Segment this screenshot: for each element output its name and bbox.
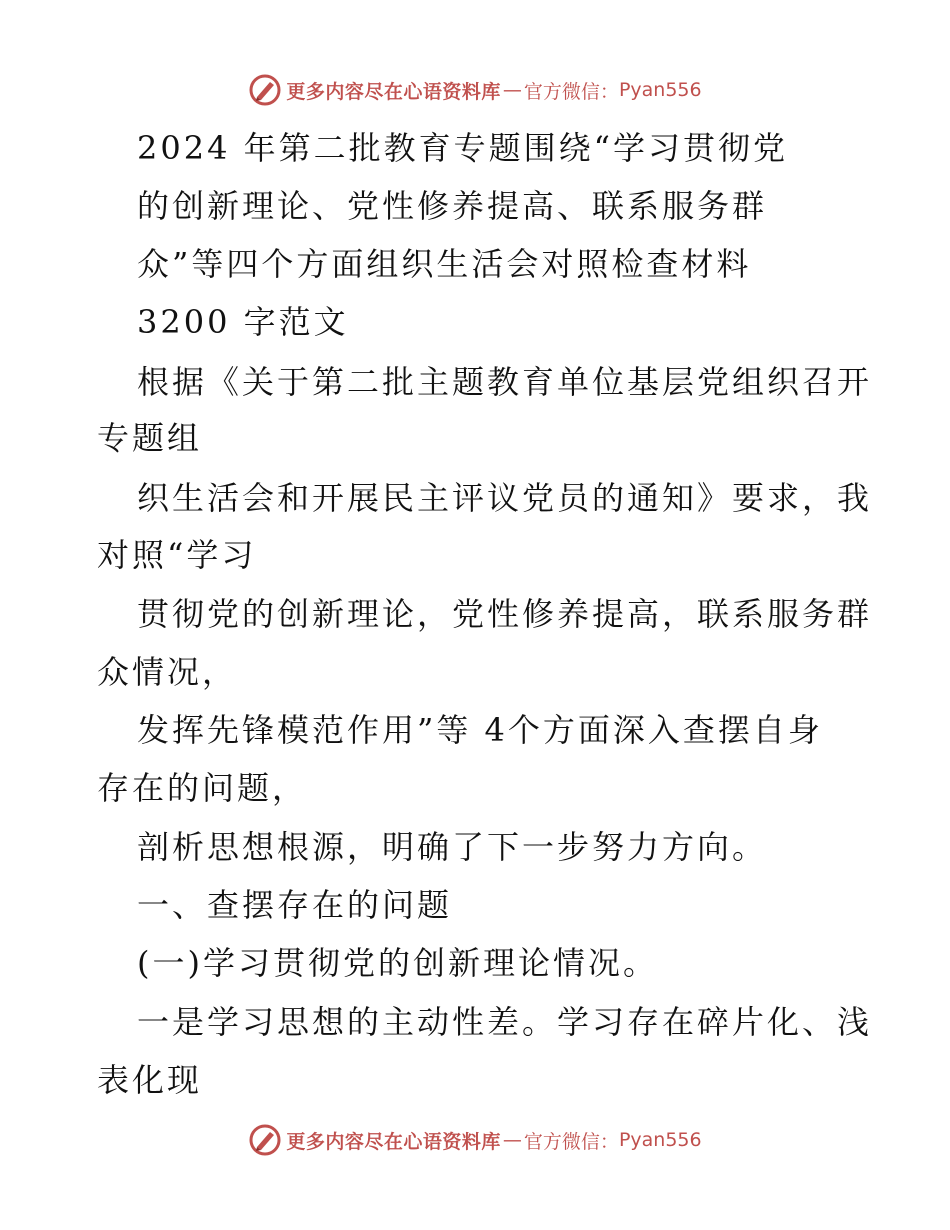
title-line-2: 的创新理论、党性修养提高、联系服务群 xyxy=(137,187,768,225)
watermark-separator: — xyxy=(502,1129,522,1151)
paragraph-line: 发挥先锋模范作用”等 4个方面深入查摆自身 xyxy=(137,711,823,749)
header-watermark xyxy=(0,70,950,110)
title-line-1: 2024 年第二批教育专题围绕“学习贯彻党 xyxy=(137,129,788,167)
pen-logo-icon xyxy=(248,1123,282,1157)
paragraph-line: 对照“学习 xyxy=(97,536,257,574)
watermark-site-text: 更多内容尽在心语资料库 xyxy=(286,1130,501,1153)
watermark-contact-id: Pyan556 xyxy=(618,1129,702,1151)
watermark-contact-label: 官方微信： xyxy=(523,1130,619,1153)
title-line-4: 3200 字范文 xyxy=(137,303,349,341)
subsection-heading: (一)学习贯彻党的创新理论情况。 xyxy=(137,944,658,982)
watermark-contact-label: 官方微信： xyxy=(523,80,619,103)
paragraph-line: 存在的问题， xyxy=(97,769,308,807)
section-heading: 一、查摆存在的问题 xyxy=(137,886,453,924)
paragraph-line: 专题组 xyxy=(97,419,203,457)
pen-logo-icon xyxy=(248,73,282,107)
paragraph-line: 一是学习思想的主动性差。学习存在碎片化、浅 xyxy=(137,1003,873,1041)
watermark-separator: — xyxy=(502,79,522,101)
title-line-3: 众”等四个方面组织生活会对照检查材料 xyxy=(137,245,752,283)
paragraph-line: 贯彻党的创新理论，党性修养提高，联系服务群 xyxy=(137,595,873,633)
paragraph-line: 众情况， xyxy=(97,653,238,691)
footer-watermark xyxy=(0,1120,950,1160)
paragraph-line: 剖析思想根源，明确了下一步努力方向。 xyxy=(137,828,768,866)
paragraph-line: 表化现 xyxy=(97,1061,203,1099)
paragraph-line: 根据《关于第二批主题教育单位基层党组织召开 xyxy=(137,363,873,401)
watermark-contact-id: Pyan556 xyxy=(618,79,702,101)
watermark-site-text: 更多内容尽在心语资料库 xyxy=(286,80,501,103)
paragraph-line: 织生活会和开展民主评议党员的通知》要求，我 xyxy=(137,479,873,517)
